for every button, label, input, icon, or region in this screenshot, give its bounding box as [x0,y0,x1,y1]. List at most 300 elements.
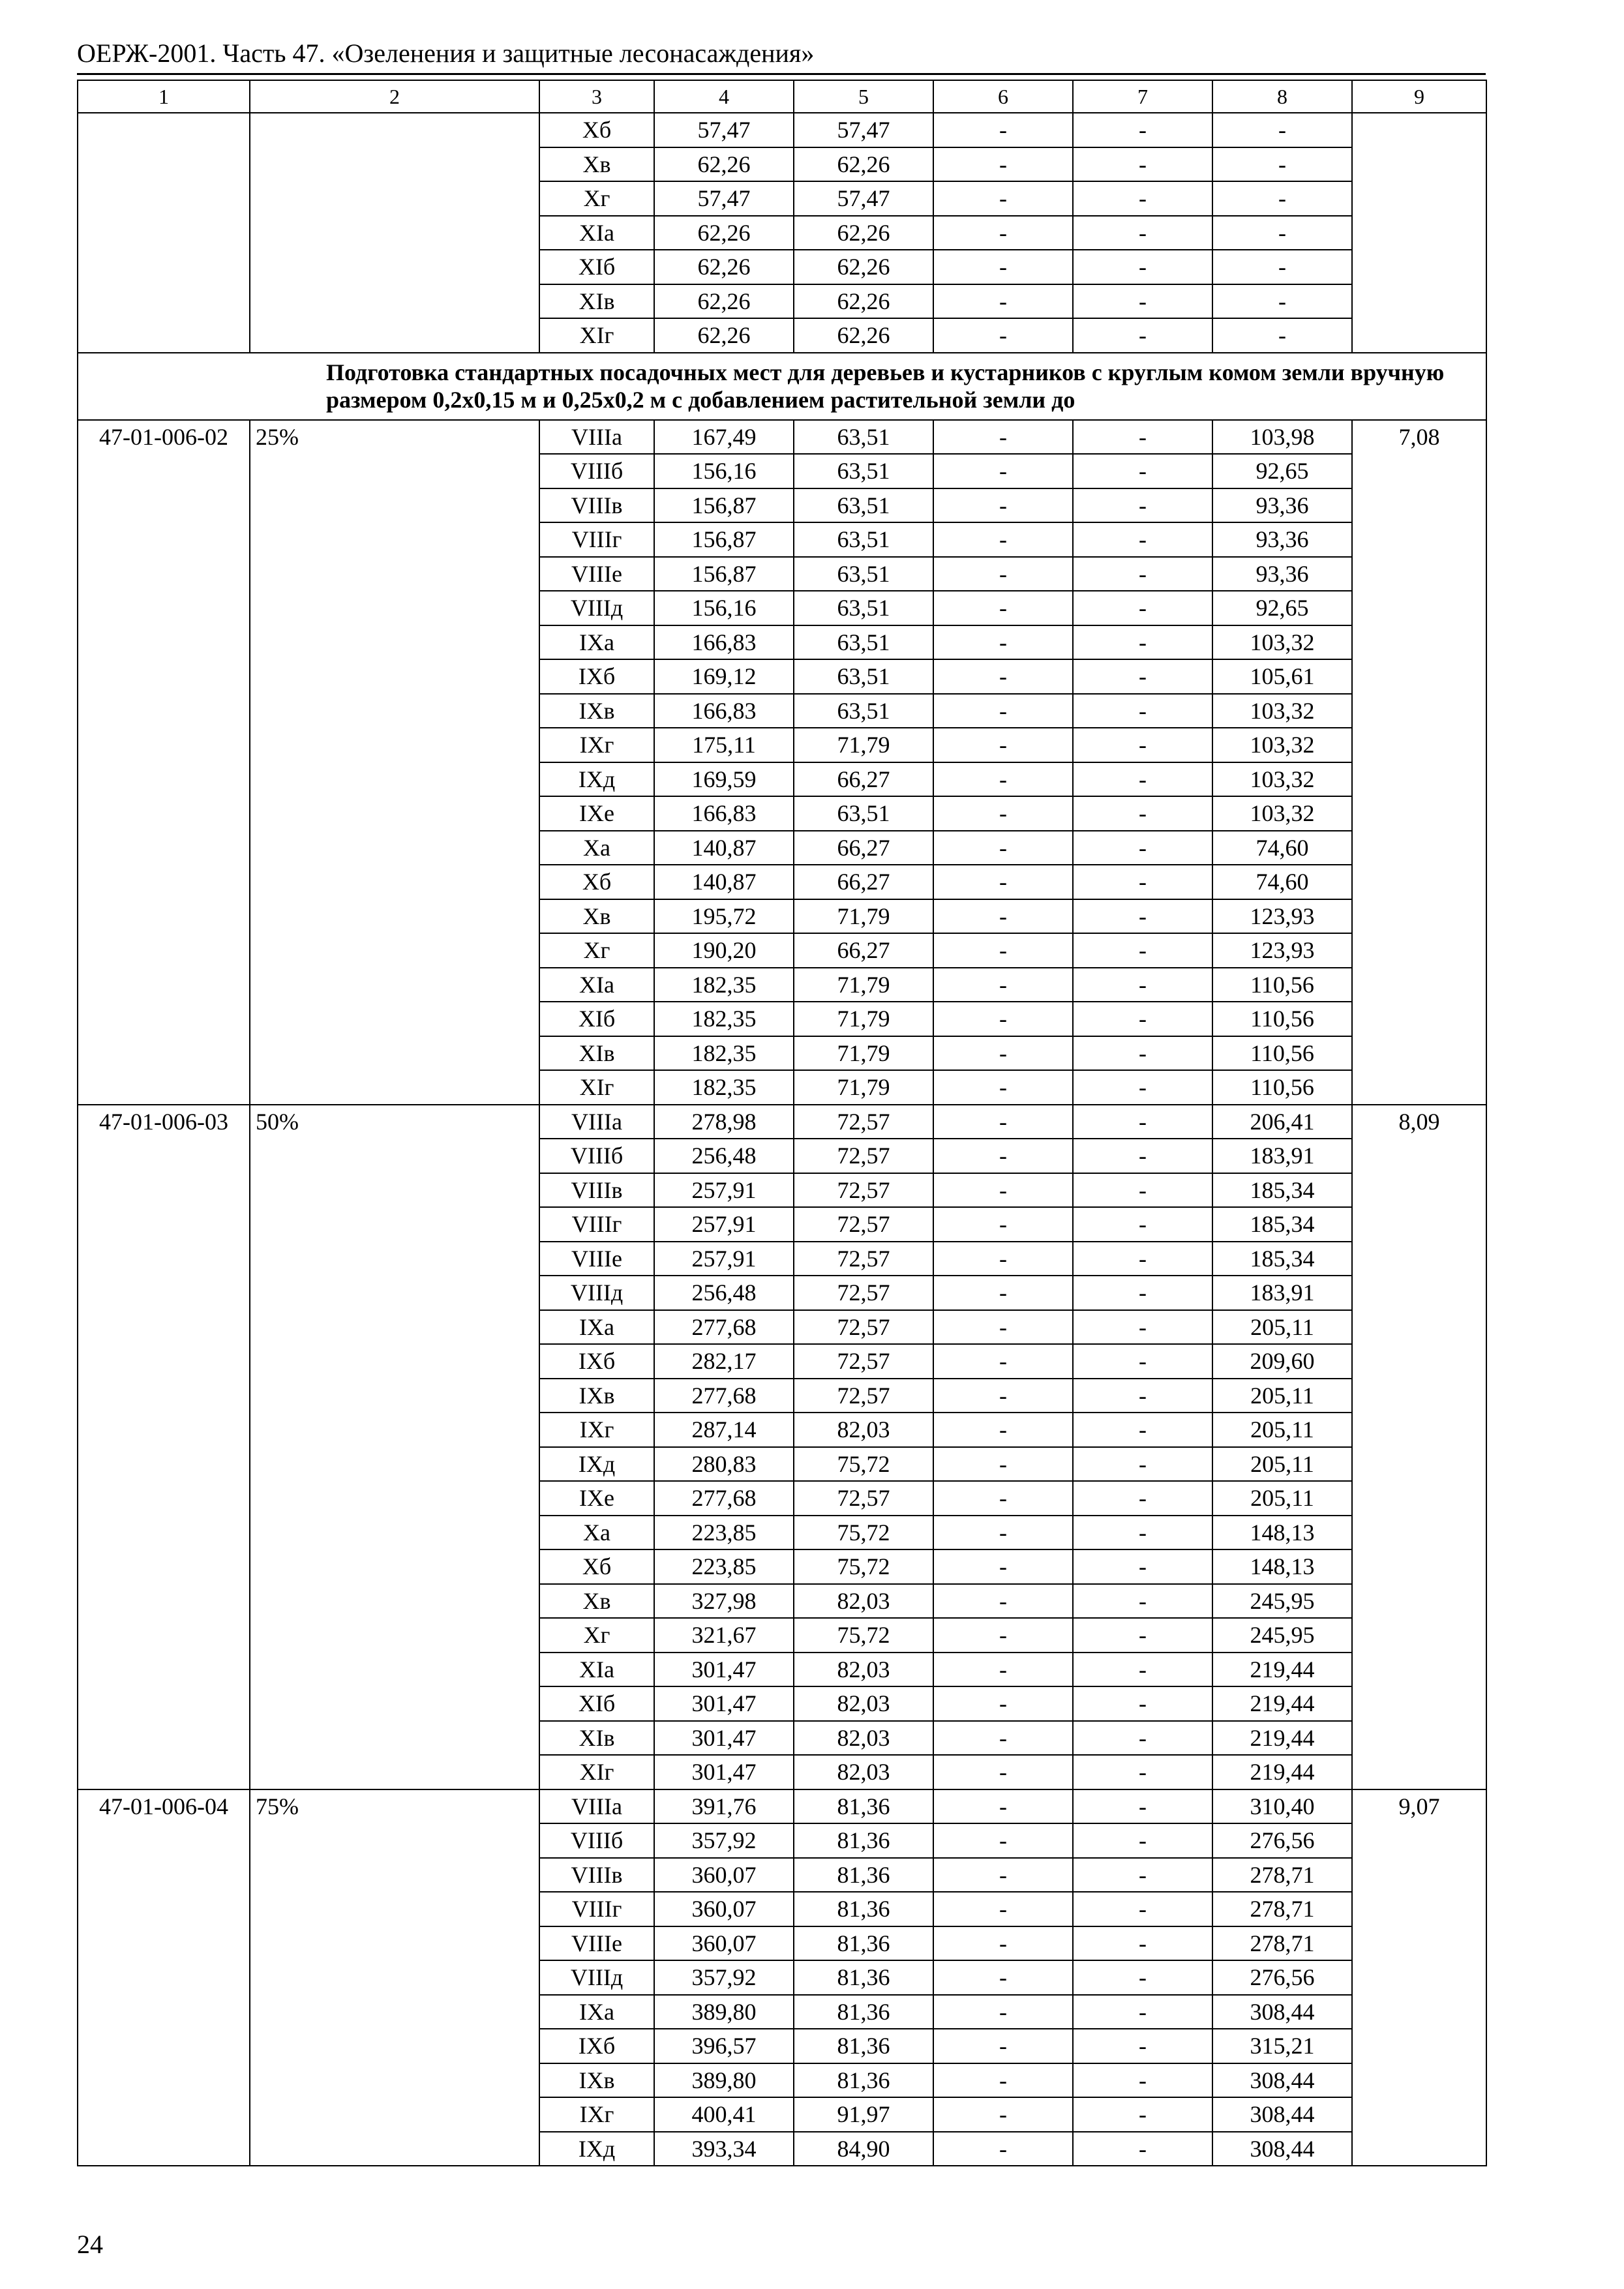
subgroup-cell: XIа [539,968,654,1002]
driver-wages-cell: - [1073,1207,1212,1242]
wages-cell: 81,36 [794,1858,933,1893]
materials-cell: 219,44 [1212,1721,1352,1756]
total-cost-cell: 223,85 [654,1516,794,1550]
driver-wages-cell: - [1073,1995,1212,2029]
wages-cell: 63,51 [794,591,933,625]
wages-cell: 62,26 [794,216,933,250]
table-row [78,420,1486,455]
wages-cell: 66,27 [794,933,933,968]
driver-wages-cell: - [1073,1413,1212,1447]
materials-cell: - [1212,216,1352,250]
page-number: 24 [77,2230,103,2259]
machines-cell: - [933,728,1073,762]
driver-wages-cell: - [1073,488,1212,523]
total-cost-cell: 166,83 [654,625,794,660]
rate-name: 25% [250,420,539,1105]
materials-cell: 93,36 [1212,557,1352,591]
driver-wages-cell: - [1073,1447,1212,1482]
column-number: 2 [250,80,539,113]
column-number: 3 [539,80,654,113]
machines-cell: - [933,1447,1073,1482]
total-cost-cell: 223,85 [654,1549,794,1584]
materials-cell: 278,71 [1212,1858,1352,1893]
column-number: 5 [794,80,933,113]
driver-wages-cell: - [1073,1755,1212,1789]
materials-cell: 219,44 [1212,1686,1352,1721]
wages-cell: 75,72 [794,1447,933,1482]
wages-cell: 72,57 [794,1105,933,1139]
wages-cell: 63,51 [794,694,933,728]
machines-cell: - [933,1858,1073,1893]
materials-cell: 148,13 [1212,1516,1352,1550]
wages-cell: 91,97 [794,2097,933,2132]
total-cost-cell: 396,57 [654,2029,794,2063]
subgroup-cell: IXа [539,625,654,660]
total-cost-cell: 301,47 [654,1755,794,1789]
wages-cell: 81,36 [794,1926,933,1961]
wages-cell: 82,03 [794,1721,933,1756]
wages-cell: 66,27 [794,831,933,865]
total-cost-cell: 169,59 [654,762,794,797]
rate-name: 75% [250,1789,539,2166]
materials-cell: 105,61 [1212,659,1352,694]
materials-cell: - [1212,147,1352,182]
wages-cell: 81,36 [794,1960,933,1995]
subgroup-cell: VIIIе [539,1242,654,1276]
subgroup-cell: IXв [539,1379,654,1413]
total-cost-cell: 360,07 [654,1926,794,1961]
subgroup-cell: IXб [539,659,654,694]
rate-code: 47-01-006-03 [78,1105,250,1789]
driver-wages-cell: - [1073,1653,1212,1687]
driver-wages-cell: - [1073,216,1212,250]
machines-cell: - [933,1789,1073,1824]
total-cost-cell: 182,35 [654,1002,794,1036]
machines-cell: - [933,933,1073,968]
wages-cell: 71,79 [794,1036,933,1071]
machines-cell: - [933,2132,1073,2166]
total-cost-cell: 277,68 [654,1481,794,1516]
total-cost-cell: 257,91 [654,1242,794,1276]
machines-cell: - [933,1173,1073,1208]
materials-cell: 310,40 [1212,1789,1352,1824]
total-cost-cell: 62,26 [654,318,794,353]
wages-cell: 82,03 [794,1755,933,1789]
wages-cell: 71,79 [794,728,933,762]
rates-table [77,80,1487,2166]
driver-wages-cell: - [1073,968,1212,1002]
wages-cell: 63,51 [794,522,933,557]
materials-cell: 93,36 [1212,522,1352,557]
subgroup-cell: XIа [539,1653,654,1687]
subgroup-cell: Xб [539,865,654,899]
materials-cell: 245,95 [1212,1584,1352,1619]
wages-cell: 81,36 [794,2029,933,2063]
wages-cell: 72,57 [794,1139,933,1173]
driver-wages-cell: - [1073,1823,1212,1858]
materials-cell: 110,56 [1212,1070,1352,1105]
machines-cell: - [933,1036,1073,1071]
machines-cell: - [933,250,1073,284]
materials-cell: 206,41 [1212,1105,1352,1139]
wages-cell: 62,26 [794,318,933,353]
machines-cell: - [933,454,1073,488]
driver-wages-cell: - [1073,2029,1212,2063]
total-cost-cell: 256,48 [654,1139,794,1173]
total-cost-cell: 166,83 [654,694,794,728]
wages-cell: 72,57 [794,1310,933,1345]
wages-cell: 81,36 [794,1995,933,2029]
total-cost-cell: 169,12 [654,659,794,694]
materials-cell: 308,44 [1212,2097,1352,2132]
table-row [78,113,1486,147]
header-rule [77,73,1486,75]
subgroup-cell: IXа [539,1995,654,2029]
machines-cell: - [933,796,1073,831]
machines-cell: - [933,694,1073,728]
total-cost-cell: 360,07 [654,1858,794,1893]
total-cost-cell: 301,47 [654,1653,794,1687]
machines-cell: - [933,1892,1073,1926]
driver-wages-cell: - [1073,522,1212,557]
driver-wages-cell: - [1073,113,1212,147]
total-cost-cell: 182,35 [654,1070,794,1105]
materials-cell: 103,98 [1212,420,1352,455]
wages-cell: 72,57 [794,1379,933,1413]
wages-cell: 82,03 [794,1686,933,1721]
wages-cell: 62,26 [794,250,933,284]
materials-cell: 185,34 [1212,1173,1352,1208]
total-cost-cell: 256,48 [654,1276,794,1310]
subgroup-cell: VIIIа [539,420,654,455]
wages-cell: 72,57 [794,1173,933,1208]
machines-cell: - [933,181,1073,216]
driver-wages-cell: - [1073,318,1212,353]
wages-cell: 62,26 [794,147,933,182]
materials-cell: 205,11 [1212,1481,1352,1516]
materials-cell: 308,44 [1212,2132,1352,2166]
wages-cell: 71,79 [794,899,933,934]
machines-cell: - [933,2063,1073,2098]
subgroup-cell: XIг [539,1070,654,1105]
materials-cell: - [1212,318,1352,353]
subgroup-cell: XIв [539,1036,654,1071]
machines-cell: - [933,488,1073,523]
wages-cell: 71,79 [794,1002,933,1036]
total-cost-cell: 277,68 [654,1310,794,1345]
machines-cell: - [933,2029,1073,2063]
section-title-row [78,353,1486,420]
driver-wages-cell: - [1073,933,1212,968]
wages-cell: 82,03 [794,1413,933,1447]
total-cost-cell: 400,41 [654,2097,794,2132]
driver-wages-cell: - [1073,557,1212,591]
subgroup-cell: IXе [539,796,654,831]
subgroup-cell: IXд [539,1447,654,1482]
subgroup-cell: IXб [539,1344,654,1379]
materials-cell: 185,34 [1212,1207,1352,1242]
machines-cell: - [933,899,1073,934]
materials-cell: 123,93 [1212,933,1352,968]
subgroup-cell: IXв [539,694,654,728]
subgroup-cell: VIIIа [539,1789,654,1824]
materials-cell: 110,56 [1212,968,1352,1002]
total-cost-cell: 62,26 [654,250,794,284]
subgroup-cell: VIIIе [539,1926,654,1961]
wages-cell: 84,90 [794,2132,933,2166]
machines-cell: - [933,1070,1073,1105]
driver-wages-cell: - [1073,2132,1212,2166]
wages-cell: 63,51 [794,557,933,591]
machines-cell: - [933,831,1073,865]
machines-cell: - [933,1139,1073,1173]
driver-wages-cell: - [1073,1481,1212,1516]
subgroup-cell: XIг [539,1755,654,1789]
materials-cell: 148,13 [1212,1549,1352,1584]
total-cost-cell: 140,87 [654,831,794,865]
total-cost-cell: 156,16 [654,591,794,625]
driver-wages-cell: - [1073,625,1212,660]
total-cost-cell: 182,35 [654,968,794,1002]
subgroup-cell: VIIIб [539,1823,654,1858]
total-cost-cell: 280,83 [654,1447,794,1482]
machines-cell: - [933,1721,1073,1756]
driver-wages-cell: - [1073,1926,1212,1961]
rate-name: 50% [250,1105,539,1789]
driver-wages-cell: - [1073,694,1212,728]
machines-cell: - [933,318,1073,353]
total-cost-cell: 257,91 [654,1207,794,1242]
subgroup-cell: VIIIв [539,488,654,523]
materials-cell: 205,11 [1212,1413,1352,1447]
table-row [78,1105,1486,1139]
subgroup-cell: VIIIг [539,522,654,557]
subgroup-cell: Xб [539,113,654,147]
machines-cell: - [933,659,1073,694]
driver-wages-cell: - [1073,1858,1212,1893]
subgroup-cell: XIв [539,284,654,319]
total-cost-cell: 140,87 [654,865,794,899]
total-cost-cell: 389,80 [654,2063,794,2098]
subgroup-cell: XIб [539,1002,654,1036]
materials-cell: 183,91 [1212,1276,1352,1310]
driver-wages-cell: - [1073,1584,1212,1619]
wages-cell: 75,72 [794,1516,933,1550]
machines-cell: - [933,216,1073,250]
driver-wages-cell: - [1073,2063,1212,2098]
total-cost-cell: 389,80 [654,1995,794,2029]
coefficient-cell: 9,07 [1352,1789,1486,2166]
total-cost-cell: 156,87 [654,557,794,591]
subgroup-cell: XIб [539,1686,654,1721]
driver-wages-cell: - [1073,1242,1212,1276]
subgroup-cell: Xв [539,1584,654,1619]
machines-cell: - [933,147,1073,182]
subgroup-cell: IXг [539,2097,654,2132]
subgroup-cell: Xа [539,831,654,865]
materials-cell: 205,11 [1212,1447,1352,1482]
materials-cell: 74,60 [1212,831,1352,865]
materials-cell: 209,60 [1212,1344,1352,1379]
materials-cell: 185,34 [1212,1242,1352,1276]
driver-wages-cell: - [1073,1960,1212,1995]
subgroup-cell: VIIIб [539,1139,654,1173]
subgroup-cell: VIIIд [539,591,654,625]
coefficient-cell [1352,113,1486,353]
machines-cell: - [933,1516,1073,1550]
driver-wages-cell: - [1073,591,1212,625]
driver-wages-cell: - [1073,1002,1212,1036]
materials-cell: 74,60 [1212,865,1352,899]
column-number: 9 [1352,80,1486,113]
subgroup-cell: XIв [539,1721,654,1756]
subgroup-cell: VIIIд [539,1960,654,1995]
materials-cell: 308,44 [1212,2063,1352,2098]
driver-wages-cell: - [1073,1549,1212,1584]
code-cell [78,113,250,353]
driver-wages-cell: - [1073,1618,1212,1653]
driver-wages-cell: - [1073,250,1212,284]
materials-cell: 278,71 [1212,1892,1352,1926]
total-cost-cell: 287,14 [654,1413,794,1447]
wages-cell: 72,57 [794,1207,933,1242]
wages-cell: 63,51 [794,420,933,455]
total-cost-cell: 357,92 [654,1960,794,1995]
materials-cell: 92,65 [1212,591,1352,625]
driver-wages-cell: - [1073,1721,1212,1756]
materials-cell: - [1212,284,1352,319]
machines-cell: - [933,968,1073,1002]
machines-cell: - [933,1584,1073,1619]
driver-wages-cell: - [1073,728,1212,762]
subgroup-cell: Xв [539,147,654,182]
materials-cell: 245,95 [1212,1618,1352,1653]
subgroup-cell: IXе [539,1481,654,1516]
machines-cell: - [933,1995,1073,2029]
machines-cell: - [933,420,1073,455]
total-cost-cell: 62,26 [654,284,794,319]
subgroup-cell: Xг [539,933,654,968]
subgroup-cell: XIг [539,318,654,353]
subgroup-cell: IXг [539,1413,654,1447]
subgroup-cell: VIIIб [539,454,654,488]
column-number: 1 [78,80,250,113]
wages-cell: 57,47 [794,113,933,147]
machines-cell: - [933,1686,1073,1721]
coefficient-cell: 8,09 [1352,1105,1486,1789]
machines-cell: - [933,1823,1073,1858]
total-cost-cell: 166,83 [654,796,794,831]
subgroup-cell: VIIIг [539,1207,654,1242]
materials-cell: 308,44 [1212,1995,1352,2029]
wages-cell: 63,51 [794,454,933,488]
rate-code: 47-01-006-04 [78,1789,250,2166]
page-header-title: ОЕРЖ-2001. Часть 47. «Озеленения и защитные лесонасаждения» [77,38,815,68]
materials-cell: 205,11 [1212,1379,1352,1413]
name-cell [250,113,539,353]
driver-wages-cell: - [1073,1105,1212,1139]
materials-cell: 103,32 [1212,762,1352,797]
total-cost-cell: 301,47 [654,1721,794,1756]
wages-cell: 63,51 [794,659,933,694]
subgroup-cell: Xг [539,1618,654,1653]
driver-wages-cell: - [1073,1310,1212,1345]
machines-cell: - [933,865,1073,899]
wages-cell: 63,51 [794,488,933,523]
subgroup-cell: IXг [539,728,654,762]
machines-cell: - [933,1413,1073,1447]
materials-cell: 219,44 [1212,1653,1352,1687]
materials-cell: 93,36 [1212,488,1352,523]
column-number-row [78,80,1486,113]
driver-wages-cell: - [1073,1036,1212,1071]
column-number: 8 [1212,80,1352,113]
driver-wages-cell: - [1073,1379,1212,1413]
total-cost-cell: 167,49 [654,420,794,455]
machines-cell: - [933,557,1073,591]
machines-cell: - [933,1276,1073,1310]
machines-cell: - [933,1926,1073,1961]
wages-cell: 62,26 [794,284,933,319]
total-cost-cell: 190,20 [654,933,794,968]
driver-wages-cell: - [1073,1516,1212,1550]
wages-cell: 71,79 [794,1070,933,1105]
machines-cell: - [933,1549,1073,1584]
materials-cell: 103,32 [1212,625,1352,660]
materials-cell: 183,91 [1212,1139,1352,1173]
materials-cell: - [1212,181,1352,216]
total-cost-cell: 62,26 [654,216,794,250]
machines-cell: - [933,1960,1073,1995]
wages-cell: 72,57 [794,1242,933,1276]
subgroup-cell: VIIIв [539,1173,654,1208]
materials-cell: 92,65 [1212,454,1352,488]
total-cost-cell: 156,16 [654,454,794,488]
driver-wages-cell: - [1073,1070,1212,1105]
materials-cell: 276,56 [1212,1823,1352,1858]
total-cost-cell: 391,76 [654,1789,794,1824]
subgroup-cell: Xа [539,1516,654,1550]
machines-cell: - [933,1755,1073,1789]
machines-cell: - [933,1310,1073,1345]
total-cost-cell: 277,68 [654,1379,794,1413]
materials-cell: 278,71 [1212,1926,1352,1961]
driver-wages-cell: - [1073,1276,1212,1310]
driver-wages-cell: - [1073,181,1212,216]
machines-cell: - [933,522,1073,557]
subgroup-cell: IXв [539,2063,654,2098]
machines-cell: - [933,1344,1073,1379]
total-cost-cell: 175,11 [654,728,794,762]
machines-cell: - [933,1105,1073,1139]
driver-wages-cell: - [1073,1686,1212,1721]
driver-wages-cell: - [1073,796,1212,831]
machines-cell: - [933,591,1073,625]
total-cost-cell: 57,47 [654,181,794,216]
total-cost-cell: 321,67 [654,1618,794,1653]
subgroup-cell: Xб [539,1549,654,1584]
machines-cell: - [933,1242,1073,1276]
subgroup-cell: Xг [539,181,654,216]
wages-cell: 75,72 [794,1549,933,1584]
driver-wages-cell: - [1073,1789,1212,1824]
machines-cell: - [933,1481,1073,1516]
table-row [78,1789,1486,1824]
wages-cell: 72,57 [794,1481,933,1516]
total-cost-cell: 282,17 [654,1344,794,1379]
wages-cell: 63,51 [794,796,933,831]
materials-cell: 315,21 [1212,2029,1352,2063]
